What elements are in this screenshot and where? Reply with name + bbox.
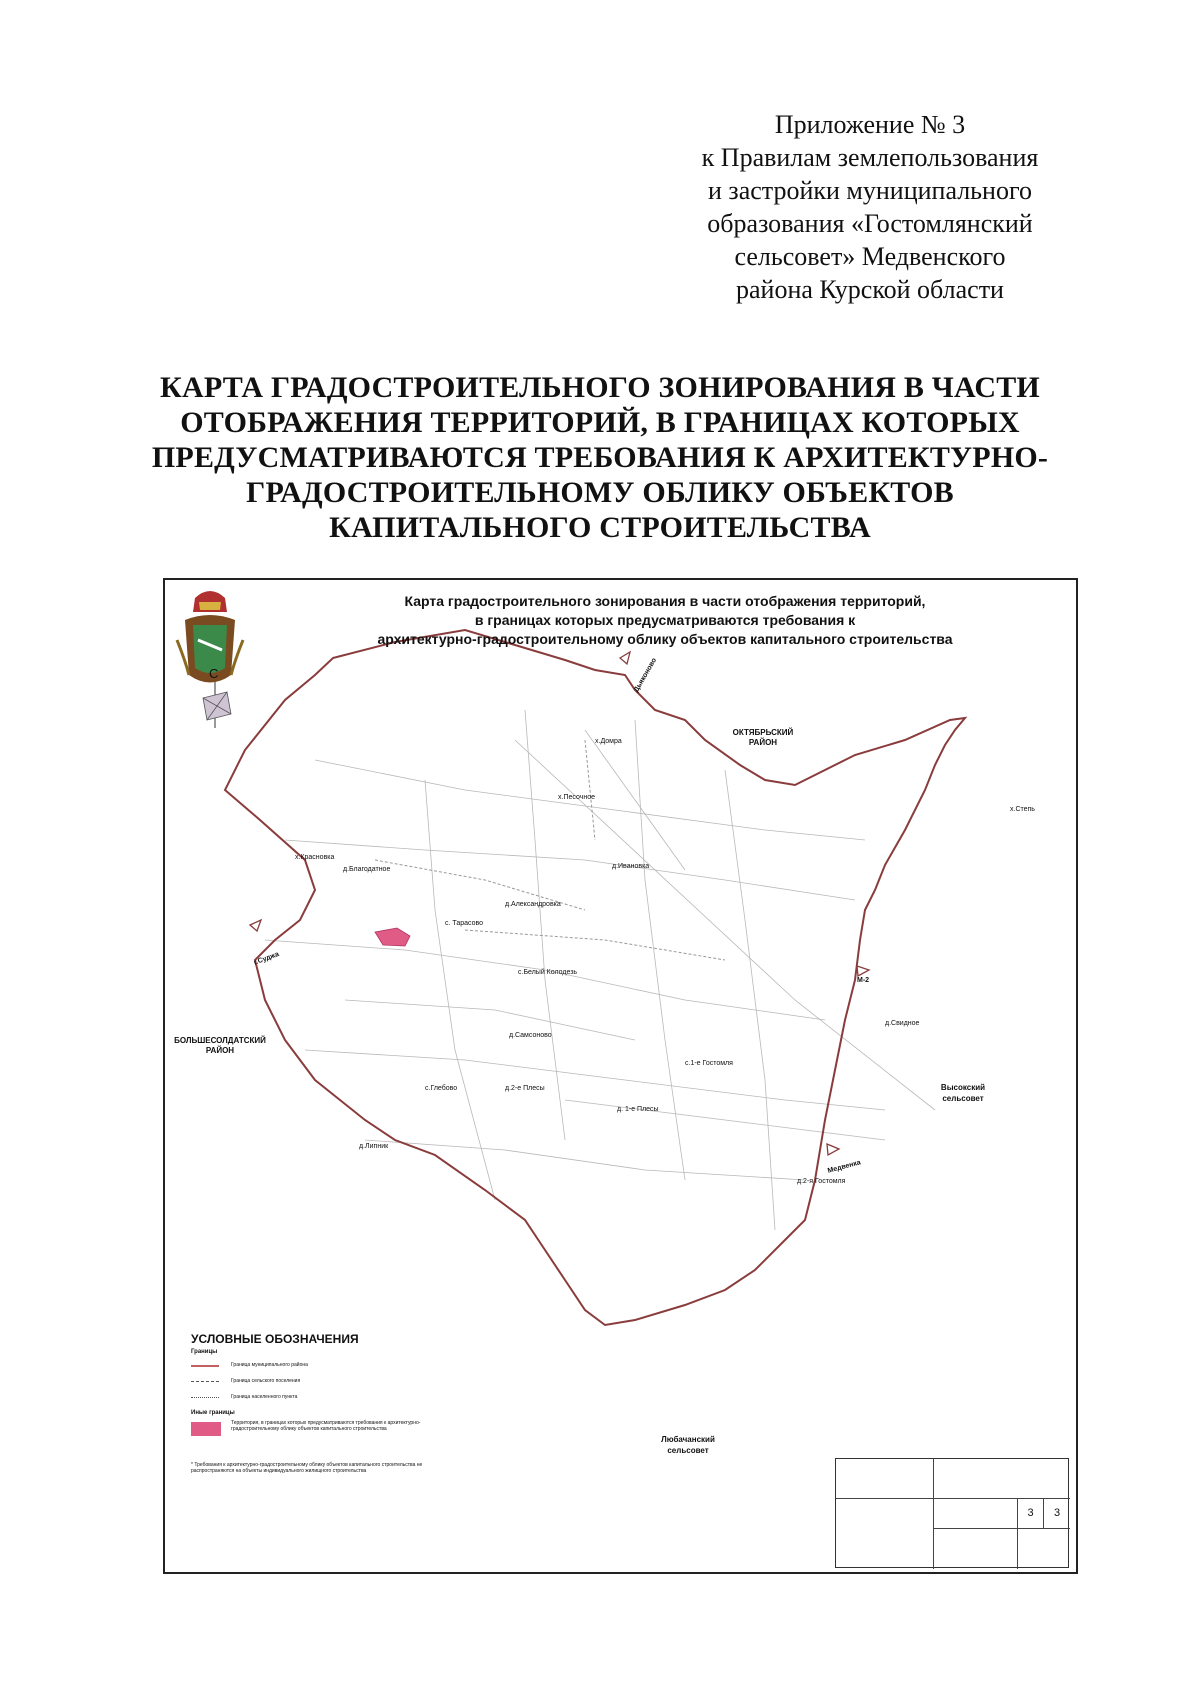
stamp-sheet: 3 xyxy=(1018,1499,1044,1529)
stamp-cell xyxy=(836,1499,934,1569)
road-label: Дьяконово xyxy=(633,657,659,694)
map-title-line: в границах которых предусматриваются требования к xyxy=(474,612,856,628)
settlement-label: с.Глебово xyxy=(425,1085,458,1092)
neighbor-label xyxy=(643,1434,733,1456)
legend-item xyxy=(191,1375,431,1391)
title-line: КАРТА ГРАДОСТРОИТЕЛЬНОГО ЗОНИРОВАНИЯ В ЧАСТИ xyxy=(160,371,1040,404)
legend-item-label: Территория, в границах которых предусматриваются требования к архитектурно-градостроительному облику объектов капитального строительства xyxy=(231,1420,421,1432)
appendix-line: Приложение № 3 xyxy=(774,110,966,139)
settlement-label: д.Ивановка xyxy=(612,863,650,870)
neighbor-label-line: БОЛЬШЕСОЛДАТСКИЙ xyxy=(174,1036,266,1045)
appendix-line: и застройки муниципального xyxy=(708,176,1032,205)
settlement-label: д.Самсоново xyxy=(509,1032,552,1039)
map-title xyxy=(285,592,1045,649)
neighbor-label-line: Любачанский xyxy=(661,1435,715,1444)
municipal-boundary xyxy=(225,630,965,1325)
north-label: С xyxy=(209,666,219,681)
road-label: Медвенка xyxy=(827,1159,862,1175)
stamp-cell xyxy=(934,1459,1070,1499)
document-title xyxy=(140,370,1060,545)
title-line: КАПИТАЛЬНОГО СТРОИТЕЛЬСТВА xyxy=(329,511,871,544)
stamp-cell xyxy=(934,1499,1018,1529)
settlement-label: д. 1-е Плесы xyxy=(617,1106,659,1113)
road-marker xyxy=(827,1144,839,1155)
settlement-label: д.2-е Плесы xyxy=(505,1085,545,1092)
neighbor-label xyxy=(165,1036,275,1056)
neighbor-label-line: сельсовет xyxy=(667,1446,709,1455)
legend-item-label: Граница населенного пункта xyxy=(231,1394,298,1400)
neighbor-label-line: Высокский xyxy=(940,1083,986,1092)
legend-item xyxy=(191,1359,431,1375)
map-title-line: Карта градостроительного зонирования в части отображения территорий, xyxy=(404,593,926,609)
north-arrow xyxy=(203,680,231,728)
legend-boundaries-heading: Границы xyxy=(191,1349,218,1355)
title-line: ПРЕДУСМАТРИВАЮТСЯ ТРЕБОВАНИЯ К АРХИТЕКТУРНО- xyxy=(151,441,1049,474)
neighbor-label-line: сельсовет xyxy=(942,1094,984,1103)
settlement-label: х.Домра xyxy=(595,738,622,745)
neighbor-label-line: РАЙОН xyxy=(205,1046,235,1055)
title-block-stamp xyxy=(835,1458,1069,1568)
regulated-zone xyxy=(375,928,410,946)
legend-swatch xyxy=(191,1365,219,1367)
settlement-label: с.1-е Гостомля xyxy=(685,1060,733,1067)
neighbor-label-line: ОКТЯБРЬСКИЙ xyxy=(732,728,794,737)
title-line: ГРАДОСТРОИТЕЛЬНОМУ ОБЛИКУ ОБЪЕКТОВ xyxy=(246,476,954,509)
settlement-label: с. Тарасово xyxy=(445,920,484,927)
neighbor-label xyxy=(923,1082,1003,1104)
settlement-label: д.Липник xyxy=(359,1143,389,1150)
legend-note: * Требования к архитектурно-градостроительному облику объектов капитального строительства не распространяются на объекты индивидуального жилищного строительства xyxy=(191,1462,423,1474)
legend-item-label: Граница сельского поселения xyxy=(231,1378,301,1384)
settlement-label: д.Благодатное xyxy=(343,866,391,873)
appendix-line: района Курской области xyxy=(736,275,1004,304)
legend-item xyxy=(191,1391,431,1407)
road-marker xyxy=(620,652,630,664)
map-frame xyxy=(163,578,1078,1574)
settlement-label: с.Белый Колодезь xyxy=(518,969,578,976)
road-marker xyxy=(250,920,261,931)
legend-other-heading: Иные границы xyxy=(191,1410,235,1416)
stamp-sheets: 3 xyxy=(1044,1499,1070,1529)
road-marker xyxy=(857,966,869,976)
appendix-block xyxy=(640,108,1100,306)
settlement-label: д.Александровка xyxy=(505,901,561,908)
appendix-line: образования «Гостомлянский xyxy=(707,209,1033,238)
road-label: М-2 xyxy=(857,977,870,984)
stamp-cell xyxy=(934,1529,1018,1569)
neighbor-label xyxy=(713,728,813,748)
legend-title: УСЛОВНЫЕ ОБОЗНАЧЕНИЯ xyxy=(191,1332,359,1346)
appendix-line: к Правилам землепользования xyxy=(701,143,1039,172)
legend-item xyxy=(191,1420,431,1448)
settlement-label: х.Степь xyxy=(1010,806,1035,813)
settlement-label: х.Песочное xyxy=(558,794,595,801)
legend-item-label: Граница муниципального района xyxy=(231,1362,308,1368)
settlement-label: х.Красновка xyxy=(295,854,335,861)
settlement-label: д.Свидное xyxy=(885,1020,920,1027)
legend-zone-swatch xyxy=(191,1422,221,1436)
legend-swatch xyxy=(191,1397,219,1398)
title-line: ОТОБРАЖЕНИЯ ТЕРРИТОРИЙ, В ГРАНИЦАХ КОТОРЫХ xyxy=(180,406,1020,439)
map-title-line: архитектурно-градостроительному облику объектов капитального строительства xyxy=(377,631,953,647)
appendix-line: сельсовет» Медвенского xyxy=(734,242,1006,271)
stamp-cell xyxy=(1018,1529,1070,1569)
stamp-cell xyxy=(836,1459,934,1499)
map-legend xyxy=(191,1332,431,1474)
legend-swatch xyxy=(191,1381,219,1382)
neighbor-label-line: РАЙОН xyxy=(748,738,778,747)
settlement-label: д.2-я Гостомля xyxy=(797,1178,846,1185)
road-label: г.Суджа xyxy=(253,950,281,967)
